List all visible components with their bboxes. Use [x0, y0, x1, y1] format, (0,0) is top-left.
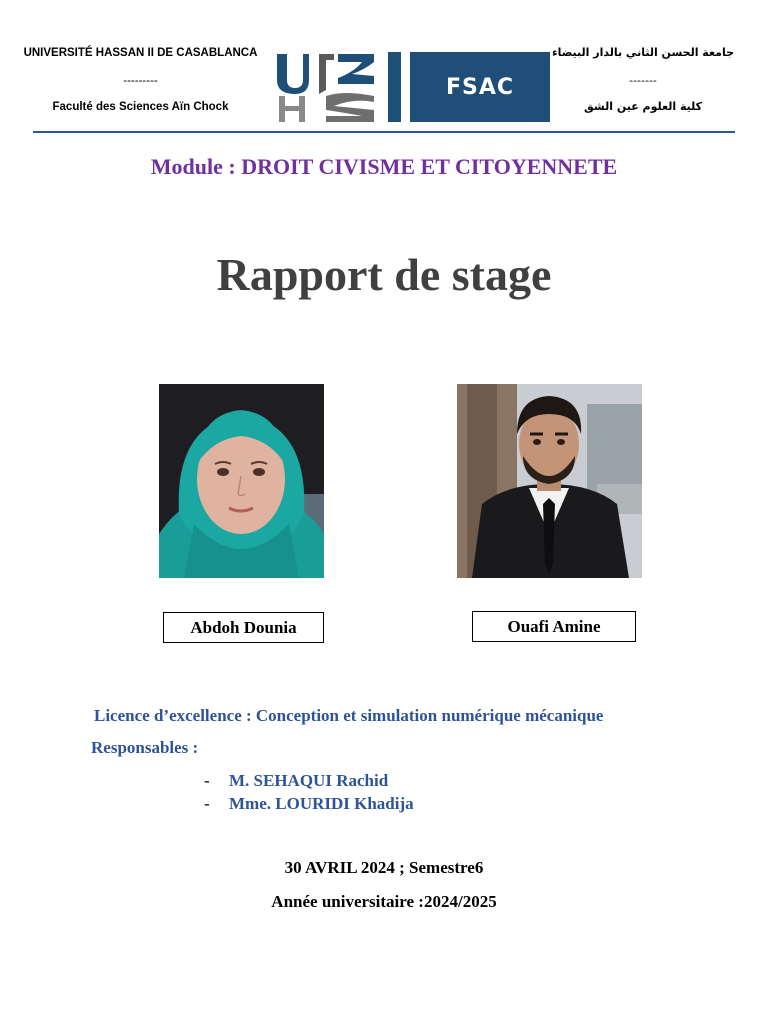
report-date: 30 AVRIL 2024 ; Semestre6 [284, 858, 484, 877]
student-name-2: Ouafi Amine [472, 611, 636, 642]
module-title: Module : DROIT CIVISME ET CITOYENNETE [150, 154, 618, 179]
student-photo-hijab [159, 384, 324, 578]
academic-year: Année universitaire :2024/2025 [271, 892, 497, 911]
student-photo-2 [457, 384, 642, 578]
header-separator-left: --------- [123, 75, 158, 87]
student-photo-1 [159, 384, 324, 578]
licence-label: Licence d’excellence : Conception et simulation numérique mécanique [94, 706, 604, 725]
responsable-name: Mme. LOURIDI Khadija [229, 794, 414, 813]
faculty-name-ar: كلية العلوم عين الشق [583, 100, 702, 113]
uh2c-logo [274, 50, 378, 124]
faculty-name-fr: Faculté des Sciences Aïn Chock [52, 101, 229, 113]
header-divider [33, 131, 735, 133]
list-dash: - [204, 771, 210, 790]
university-name-fr: UNIVERSITÉ HASSAN II DE CASABLANCA [23, 47, 258, 59]
responsable-item [204, 771, 388, 791]
header-separator-right: ------- [629, 74, 657, 87]
header-left-block [18, 44, 263, 116]
responsable-item [204, 794, 414, 814]
student-photo-suit [457, 384, 642, 578]
university-name-ar: جامعة الحسن الثاني بالدار البيضاء [551, 46, 735, 59]
header-right-block [548, 44, 738, 116]
list-dash: - [204, 794, 210, 813]
report-title: Rapport de stage [216, 249, 552, 300]
logo-separator-bar [388, 52, 401, 122]
responsable-name: M. SEHAQUI Rachid [229, 771, 389, 790]
responsables-label: Responsables : [91, 738, 199, 757]
fsac-logo: FSAC [410, 52, 550, 122]
student-name-1: Abdoh Dounia [163, 612, 324, 643]
uh2c-logo-icon [274, 50, 378, 124]
